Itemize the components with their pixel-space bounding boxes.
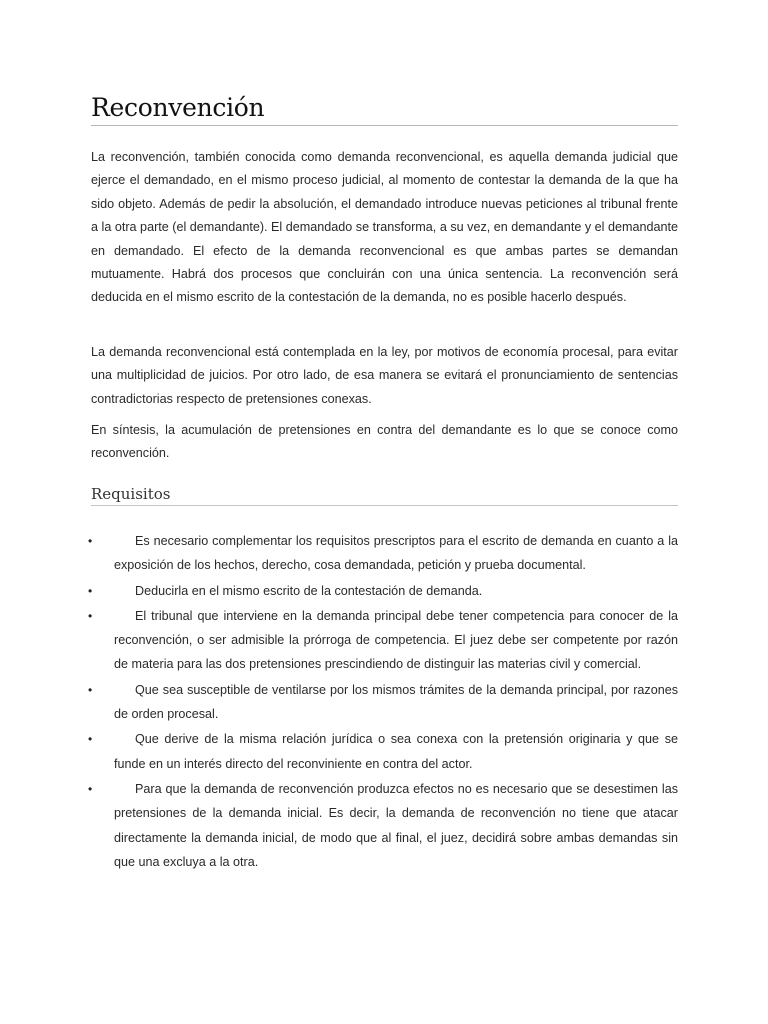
list-item bbox=[88, 678, 678, 727]
legal-basis-paragraph: La demanda reconvencional está contemplada en la ley, por motivos de economía procesal, para evitar una multiplicidad de juicios. Por otro lado, de esa manera se evitará el pronunciamiento de sentencias contradictorias respecto de pretensiones conexas. bbox=[91, 345, 678, 406]
list-item-text: Que derive de la misma relación jurídica o sea conexa con la pretensión originaria y que se funde en un interés directo del reconviniente en contra del actor. bbox=[114, 732, 678, 771]
bullet-marker: • bbox=[88, 781, 93, 796]
bullet-marker: • bbox=[88, 534, 93, 548]
page-title: Reconvención bbox=[91, 93, 265, 122]
list-item bbox=[88, 529, 678, 578]
list-item bbox=[88, 579, 678, 603]
summary-paragraph: En síntesis, la acumulación de pretensiones en contra del demandante es lo que se conoce como reconvención. bbox=[91, 423, 678, 461]
intro-paragraph: La reconvención, también conocida como demanda reconvencional, es aquella demanda judicial que ejerce el demandado, en el mismo proceso judicial, al momento de contestar la demanda de la que ha sido objeto. Además de pedir la absolución, el demandado introduce nuevas peticiones al tribunal frente a la otra parte (el demandante). El demandado se transforma, a su vez, en demandante y el demandante en demandado. El efecto de la demanda reconvencional es que ambas partes se demandan mutuamente. Habrá dos procesos que concluirán con una única sentencia. La reconvención será deducida en el mismo escrito de la contestación de la demanda, no es posible hacerlo después. bbox=[91, 150, 678, 305]
list-item-text: Es necesario complementar los requisitos prescriptos para el escrito de demanda en cuanto a la exposición de los hechos, derecho, cosa demandada, petición y prueba documental. bbox=[114, 534, 678, 573]
title-divider bbox=[91, 125, 678, 126]
bullet-marker: • bbox=[88, 732, 93, 747]
list-item bbox=[88, 777, 678, 874]
requisitos-heading: Requisitos bbox=[91, 485, 171, 503]
list-item bbox=[88, 604, 678, 677]
bullet-marker: • bbox=[88, 583, 93, 598]
list-item-text: Deducirla en el mismo escrito de la contestación de demanda. bbox=[135, 583, 483, 598]
list-item-text: Que sea susceptible de ventilarse por los mismos trámites de la demanda principal, por razones de orden procesal. bbox=[114, 682, 678, 722]
list-item-text: El tribunal que interviene en la demanda principal debe tener competencia para conocer de la reconvención, o ser admisible la prórroga de competencia. El juez debe ser competente por razón de materia para las dos pretensiones prescindiendo de distinguir las materias civil y comercial. bbox=[114, 608, 678, 672]
bullet-marker: • bbox=[88, 608, 93, 623]
requisitos-list bbox=[88, 529, 678, 875]
requisitos-divider bbox=[91, 505, 678, 506]
list-item bbox=[88, 727, 678, 776]
list-item-text: Para que la demanda de reconvención produzca efectos no es necesario que se desestimen las pretensiones de la demanda inicial. Es decir, la demanda de reconvención no tiene que atacar directamente la demanda inicial, de modo que al final, el juez, decidirá sobre ambas demandas sin que una excluya a la otra. bbox=[114, 781, 678, 869]
bullet-marker: • bbox=[88, 682, 93, 697]
